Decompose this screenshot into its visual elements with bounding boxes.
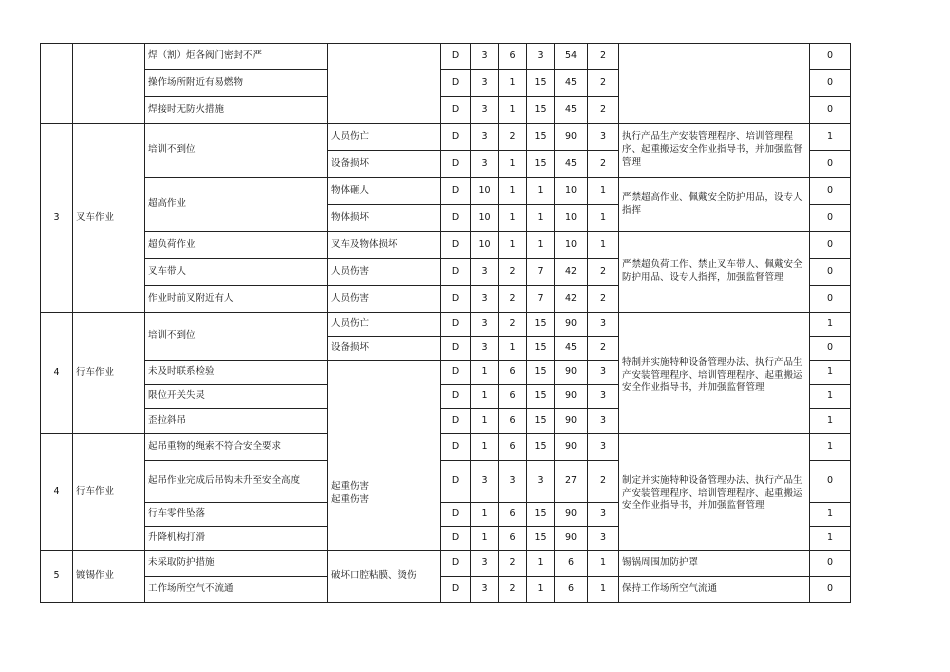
flag-cell: 0 bbox=[810, 461, 851, 503]
l-cell: 1 bbox=[471, 434, 499, 461]
l-cell: 10 bbox=[471, 178, 499, 205]
flag-cell: 0 bbox=[810, 178, 851, 205]
table-row bbox=[41, 313, 851, 337]
level-cell: 2 bbox=[588, 151, 619, 178]
section-no-cell: 4 bbox=[41, 434, 73, 551]
l-cell: 3 bbox=[471, 577, 499, 603]
d-cell: D bbox=[441, 44, 471, 70]
activity-cell: 行车作业 bbox=[73, 313, 145, 434]
c-cell: 15 bbox=[527, 503, 555, 527]
d-cell: D bbox=[441, 461, 471, 503]
c-cell: 15 bbox=[527, 361, 555, 385]
e-cell: 1 bbox=[499, 151, 527, 178]
table-row bbox=[41, 44, 851, 70]
c-cell: 1 bbox=[527, 551, 555, 577]
c-cell: 7 bbox=[527, 286, 555, 313]
measure-text: 特制并实施特种设备管理办法、执行产品生产安装管理程序、培训管理程序、起重搬运安全作业指导书，并加强监督管理 bbox=[622, 356, 803, 394]
table-row bbox=[41, 178, 851, 205]
level-cell: 1 bbox=[588, 577, 619, 603]
measure-cell: 严禁超负荷工作、禁止叉车带人、佩戴安全防护用品、设专人指挥，加强监督管理 bbox=[619, 232, 810, 313]
level-cell: 2 bbox=[588, 44, 619, 70]
consequence-text: 起重伤害 起重伤害 bbox=[331, 480, 370, 505]
l-cell: 3 bbox=[471, 124, 499, 151]
l-cell: 3 bbox=[471, 337, 499, 361]
d-cell: D bbox=[441, 551, 471, 577]
flag-cell: 1 bbox=[810, 385, 851, 409]
flag-cell: 0 bbox=[810, 551, 851, 577]
flag-cell: 1 bbox=[810, 527, 851, 551]
l-cell: 3 bbox=[471, 313, 499, 337]
section-no-cell: 5 bbox=[41, 551, 73, 603]
table-row bbox=[41, 434, 851, 461]
consequence-cell: 人员伤亡 bbox=[328, 313, 441, 337]
d-cell: D bbox=[441, 409, 471, 434]
score-cell: 90 bbox=[555, 527, 588, 551]
c-cell: 15 bbox=[527, 70, 555, 97]
l-cell: 3 bbox=[471, 551, 499, 577]
flag-cell: 0 bbox=[810, 44, 851, 70]
table-row bbox=[41, 124, 851, 151]
measure-cell bbox=[619, 44, 810, 124]
l-cell: 1 bbox=[471, 361, 499, 385]
c-cell: 3 bbox=[527, 44, 555, 70]
activity-cell: 镀锡作业 bbox=[73, 551, 145, 603]
l-cell: 3 bbox=[471, 259, 499, 286]
score-cell: 27 bbox=[555, 461, 588, 503]
e-cell: 6 bbox=[499, 361, 527, 385]
activity-cell: 叉车作业 bbox=[73, 124, 145, 313]
level-cell: 1 bbox=[588, 232, 619, 259]
d-cell: D bbox=[441, 205, 471, 232]
level-cell: 3 bbox=[588, 361, 619, 385]
c-cell: 15 bbox=[527, 434, 555, 461]
section-no-cell bbox=[41, 44, 73, 124]
l-cell: 10 bbox=[471, 232, 499, 259]
e-cell: 6 bbox=[499, 44, 527, 70]
e-cell: 6 bbox=[499, 434, 527, 461]
e-cell: 3 bbox=[499, 461, 527, 503]
flag-cell: 1 bbox=[810, 409, 851, 434]
c-cell: 1 bbox=[527, 178, 555, 205]
c-cell: 15 bbox=[527, 337, 555, 361]
hazard-cell: 焊（割）炬各阀门密封不严 bbox=[145, 44, 328, 70]
hazard-cell: 超负荷作业 bbox=[145, 232, 328, 259]
measure-cell: 严禁超高作业、佩戴安全防护用品，设专人指挥 bbox=[619, 178, 810, 232]
score-cell: 10 bbox=[555, 178, 588, 205]
score-cell: 6 bbox=[555, 551, 588, 577]
score-cell: 45 bbox=[555, 97, 588, 124]
e-cell: 2 bbox=[499, 577, 527, 603]
score-cell: 90 bbox=[555, 313, 588, 337]
d-cell: D bbox=[441, 527, 471, 551]
measure-cell bbox=[619, 434, 810, 551]
c-cell: 3 bbox=[527, 461, 555, 503]
d-cell: D bbox=[441, 385, 471, 409]
c-cell: 15 bbox=[527, 385, 555, 409]
l-cell: 3 bbox=[471, 97, 499, 124]
e-cell: 1 bbox=[499, 178, 527, 205]
flag-cell: 0 bbox=[810, 232, 851, 259]
table-row bbox=[41, 551, 851, 577]
activity-cell bbox=[73, 44, 145, 124]
d-cell: D bbox=[441, 286, 471, 313]
flag-cell: 0 bbox=[810, 286, 851, 313]
c-cell: 15 bbox=[527, 527, 555, 551]
level-cell: 1 bbox=[588, 551, 619, 577]
score-cell: 90 bbox=[555, 503, 588, 527]
measure-cell: 保持工作场所空气流通 bbox=[619, 577, 810, 603]
d-cell: D bbox=[441, 313, 471, 337]
table-row bbox=[41, 232, 851, 259]
l-cell: 1 bbox=[471, 409, 499, 434]
c-cell: 15 bbox=[527, 409, 555, 434]
section-no-cell: 3 bbox=[41, 124, 73, 313]
hazard-cell: 操作场所附近有易燃物 bbox=[145, 70, 328, 97]
level-cell: 2 bbox=[588, 337, 619, 361]
e-cell: 1 bbox=[499, 337, 527, 361]
c-cell: 15 bbox=[527, 97, 555, 124]
d-cell: D bbox=[441, 434, 471, 461]
score-cell: 45 bbox=[555, 337, 588, 361]
e-cell: 2 bbox=[499, 551, 527, 577]
level-cell: 3 bbox=[588, 313, 619, 337]
hazard-cell: 焊接时无防火措施 bbox=[145, 97, 328, 124]
d-cell: D bbox=[441, 337, 471, 361]
d-cell: D bbox=[441, 259, 471, 286]
l-cell: 3 bbox=[471, 44, 499, 70]
d-cell: D bbox=[441, 577, 471, 603]
measure-cell bbox=[619, 313, 810, 434]
level-cell: 2 bbox=[588, 97, 619, 124]
hazard-cell: 升降机构打滑 bbox=[145, 527, 328, 551]
score-cell: 6 bbox=[555, 577, 588, 603]
flag-cell: 1 bbox=[810, 434, 851, 461]
e-cell: 2 bbox=[499, 286, 527, 313]
hazard-cell: 起吊重物的绳索不符合安全要求 bbox=[145, 434, 328, 461]
score-cell: 42 bbox=[555, 259, 588, 286]
level-cell: 2 bbox=[588, 461, 619, 503]
level-cell: 3 bbox=[588, 124, 619, 151]
score-cell: 10 bbox=[555, 232, 588, 259]
e-cell: 6 bbox=[499, 503, 527, 527]
flag-cell: 0 bbox=[810, 259, 851, 286]
c-cell: 1 bbox=[527, 577, 555, 603]
level-cell: 1 bbox=[588, 178, 619, 205]
score-cell: 90 bbox=[555, 409, 588, 434]
e-cell: 1 bbox=[499, 97, 527, 124]
hazard-cell: 歪拉斜吊 bbox=[145, 409, 328, 434]
hazard-cell: 未采取防护措施 bbox=[145, 551, 328, 577]
hazard-assessment-table bbox=[40, 43, 851, 603]
l-cell: 3 bbox=[471, 461, 499, 503]
e-cell: 2 bbox=[499, 313, 527, 337]
hazard-cell: 超高作业 bbox=[145, 178, 328, 232]
section-no-cell: 4 bbox=[41, 313, 73, 434]
flag-cell: 0 bbox=[810, 577, 851, 603]
level-cell: 3 bbox=[588, 409, 619, 434]
e-cell: 2 bbox=[499, 124, 527, 151]
score-cell: 90 bbox=[555, 361, 588, 385]
hazard-cell: 起吊作业完成后吊钩未升至安全高度 bbox=[145, 461, 328, 503]
l-cell: 1 bbox=[471, 503, 499, 527]
c-cell: 15 bbox=[527, 313, 555, 337]
consequence-cell: 物体砸人 bbox=[328, 178, 441, 205]
consequence-cell bbox=[328, 361, 441, 551]
level-cell: 3 bbox=[588, 503, 619, 527]
consequence-cell: 叉车及物体损坏 bbox=[328, 232, 441, 259]
c-cell: 7 bbox=[527, 259, 555, 286]
level-cell: 2 bbox=[588, 70, 619, 97]
hazard-cell: 行车零件坠落 bbox=[145, 503, 328, 527]
hazard-cell: 工作场所空气不流通 bbox=[145, 577, 328, 603]
hazard-cell: 叉车带人 bbox=[145, 259, 328, 286]
flag-cell: 1 bbox=[810, 124, 851, 151]
l-cell: 1 bbox=[471, 385, 499, 409]
hazard-cell: 限位开关失灵 bbox=[145, 385, 328, 409]
consequence-cell: 人员伤亡 bbox=[328, 124, 441, 151]
consequence-cell: 人员伤害 bbox=[328, 259, 441, 286]
c-cell: 1 bbox=[527, 205, 555, 232]
measure-cell: 锡锅周围加防护罩 bbox=[619, 551, 810, 577]
table-row bbox=[41, 577, 851, 603]
flag-cell: 0 bbox=[810, 97, 851, 124]
level-cell: 2 bbox=[588, 259, 619, 286]
e-cell: 6 bbox=[499, 385, 527, 409]
d-cell: D bbox=[441, 503, 471, 527]
hazard-cell: 作业时前叉附近有人 bbox=[145, 286, 328, 313]
hazard-cell: 培训不到位 bbox=[145, 313, 328, 361]
consequence-cell: 人员伤害 bbox=[328, 286, 441, 313]
e-cell: 6 bbox=[499, 527, 527, 551]
d-cell: D bbox=[441, 97, 471, 124]
e-cell: 1 bbox=[499, 205, 527, 232]
score-cell: 45 bbox=[555, 70, 588, 97]
consequence-cell: 设备损坏 bbox=[328, 151, 441, 178]
measure-text: 制定并实施特种设备管理办法、执行产品生产安装管理程序、培训管理程序、起重搬运安全作业指导书，并加强监督管理 bbox=[622, 474, 803, 512]
d-cell: D bbox=[441, 178, 471, 205]
score-cell: 90 bbox=[555, 434, 588, 461]
d-cell: D bbox=[441, 232, 471, 259]
consequence-cell: 破坏口腔粘膜、烫伤 bbox=[328, 551, 441, 603]
consequence-cell: 设备损坏 bbox=[328, 337, 441, 361]
flag-cell: 1 bbox=[810, 313, 851, 337]
e-cell: 6 bbox=[499, 409, 527, 434]
level-cell: 3 bbox=[588, 385, 619, 409]
l-cell: 3 bbox=[471, 286, 499, 313]
measure-cell: 执行产品生产安装管理程序、培训管理程序、起重搬运安全作业指导书，并加强监督管理 bbox=[619, 124, 810, 178]
c-cell: 15 bbox=[527, 151, 555, 178]
consequence-cell bbox=[328, 44, 441, 124]
e-cell: 1 bbox=[499, 232, 527, 259]
score-cell: 45 bbox=[555, 151, 588, 178]
e-cell: 2 bbox=[499, 259, 527, 286]
d-cell: D bbox=[441, 70, 471, 97]
e-cell: 1 bbox=[499, 70, 527, 97]
d-cell: D bbox=[441, 151, 471, 178]
c-cell: 1 bbox=[527, 232, 555, 259]
flag-cell: 0 bbox=[810, 70, 851, 97]
l-cell: 10 bbox=[471, 205, 499, 232]
flag-cell: 0 bbox=[810, 205, 851, 232]
d-cell: D bbox=[441, 124, 471, 151]
score-cell: 54 bbox=[555, 44, 588, 70]
activity-cell: 行车作业 bbox=[73, 434, 145, 551]
d-cell: D bbox=[441, 361, 471, 385]
hazard-cell: 未及时联系检验 bbox=[145, 361, 328, 385]
level-cell: 1 bbox=[588, 205, 619, 232]
c-cell: 15 bbox=[527, 124, 555, 151]
score-cell: 10 bbox=[555, 205, 588, 232]
l-cell: 3 bbox=[471, 70, 499, 97]
flag-cell: 0 bbox=[810, 151, 851, 178]
level-cell: 2 bbox=[588, 286, 619, 313]
l-cell: 3 bbox=[471, 151, 499, 178]
l-cell: 1 bbox=[471, 527, 499, 551]
score-cell: 90 bbox=[555, 124, 588, 151]
level-cell: 3 bbox=[588, 527, 619, 551]
hazard-cell: 培训不到位 bbox=[145, 124, 328, 178]
flag-cell: 1 bbox=[810, 361, 851, 385]
score-cell: 90 bbox=[555, 385, 588, 409]
consequence-cell: 物体损坏 bbox=[328, 205, 441, 232]
flag-cell: 1 bbox=[810, 503, 851, 527]
score-cell: 42 bbox=[555, 286, 588, 313]
level-cell: 3 bbox=[588, 434, 619, 461]
flag-cell: 0 bbox=[810, 337, 851, 361]
